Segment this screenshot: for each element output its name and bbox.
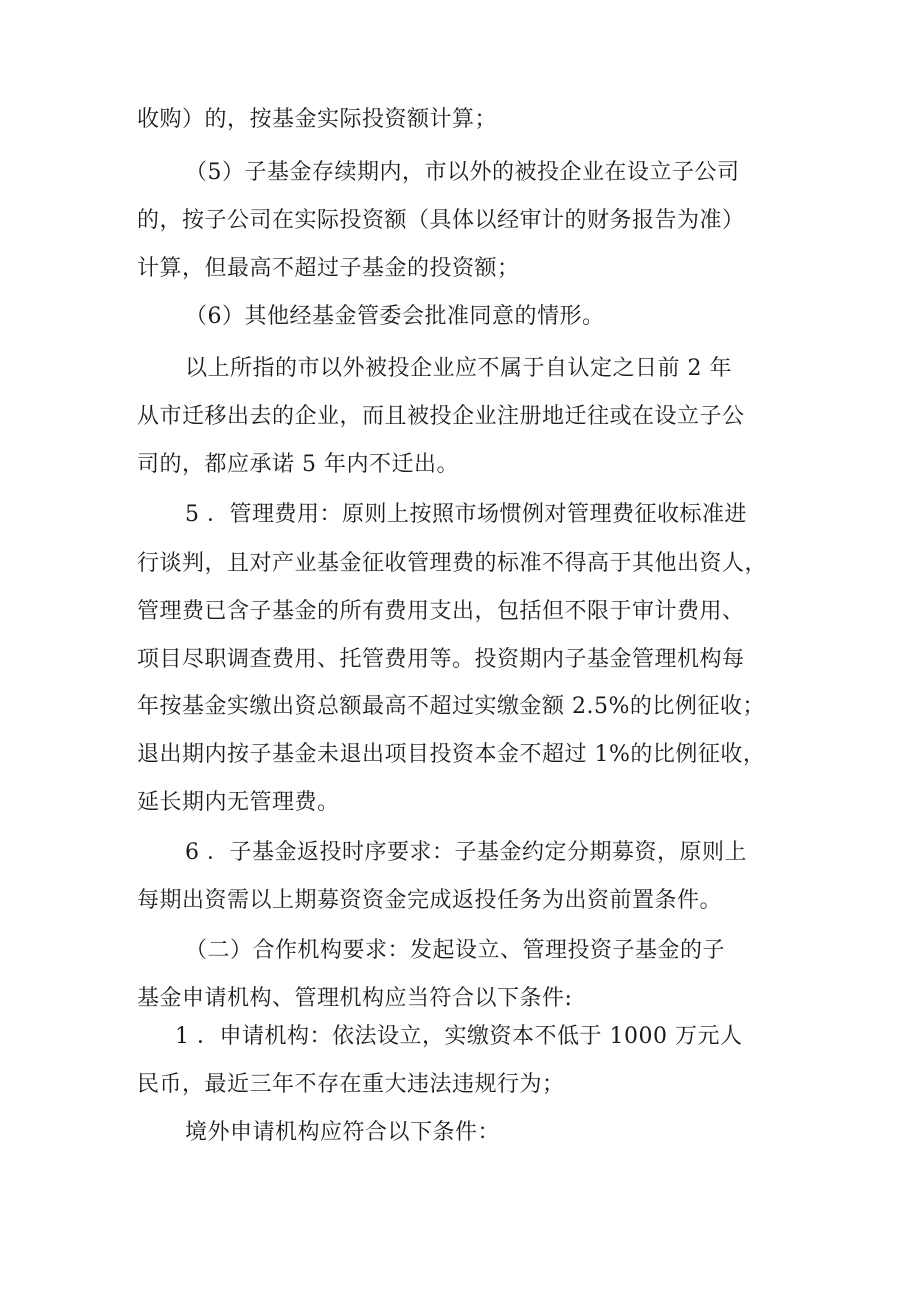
text-line: 5 ．管理费用：原则上按照市场惯例对管理费征收标准进: [185, 502, 747, 527]
text-line: 延长期内无管理费。: [137, 790, 340, 815]
text-line: 的，按子公司在实际投资额（具体以经审计的财务报告为准）: [137, 208, 745, 233]
text-line: 项目尽职调查费用、托管费用等。投资期内子基金管理机构每: [137, 647, 745, 672]
text-line: 民币，最近三年不存在重大违法违规行为；: [137, 1072, 565, 1097]
text-line: （二）合作机构要求：发起设立、管理投资子基金的子: [185, 938, 726, 963]
text-line: 从市迁移出去的企业，而且被投企业注册地迁往或在设立子公: [137, 404, 745, 429]
text-line: 司的，都应承诺 5 年内不迁出。: [137, 452, 459, 477]
text-line: 境外申请机构应符合以下条件：: [185, 1120, 501, 1145]
text-line: 年按基金实缴出资总额最高不超过实缴金额 2.5%的比例征收；: [137, 694, 765, 719]
text-line: 以上所指的市以外被投企业应不属于自认定之日前 2 年: [185, 356, 732, 381]
text-line: （6）其他经基金管委会批准同意的情形。: [185, 304, 605, 329]
text-line: 6 ．子基金返投时序要求：子基金约定分期募资，原则上: [185, 840, 747, 865]
text-line: （5）子基金存续期内，市以外的被投企业在设立子公司: [185, 160, 740, 185]
text-line: 行谈判，且对产业基金征收管理费的标准不得高于其他出资人，: [137, 551, 768, 576]
text-line: 1 ．申请机构：依法设立，实缴资本不低于 1000 万元人: [175, 1024, 743, 1049]
text-line: 基金申请机构、管理机构应当符合以下条件:: [137, 986, 573, 1011]
text-line: 计算，但最高不超过子基金的投资额；: [137, 256, 520, 281]
text-line: 每期出资需以上期募资资金完成返投任务为出资前置条件。: [137, 888, 723, 913]
text-line: 退出期内按子基金未退出项目投资本金不超过 1%的比例征收，: [137, 742, 766, 767]
text-line: 收购）的，按基金实际投资额计算；: [137, 107, 498, 132]
text-line: 管理费已含子基金的所有费用支出，包括但不限于审计费用、: [137, 599, 745, 624]
